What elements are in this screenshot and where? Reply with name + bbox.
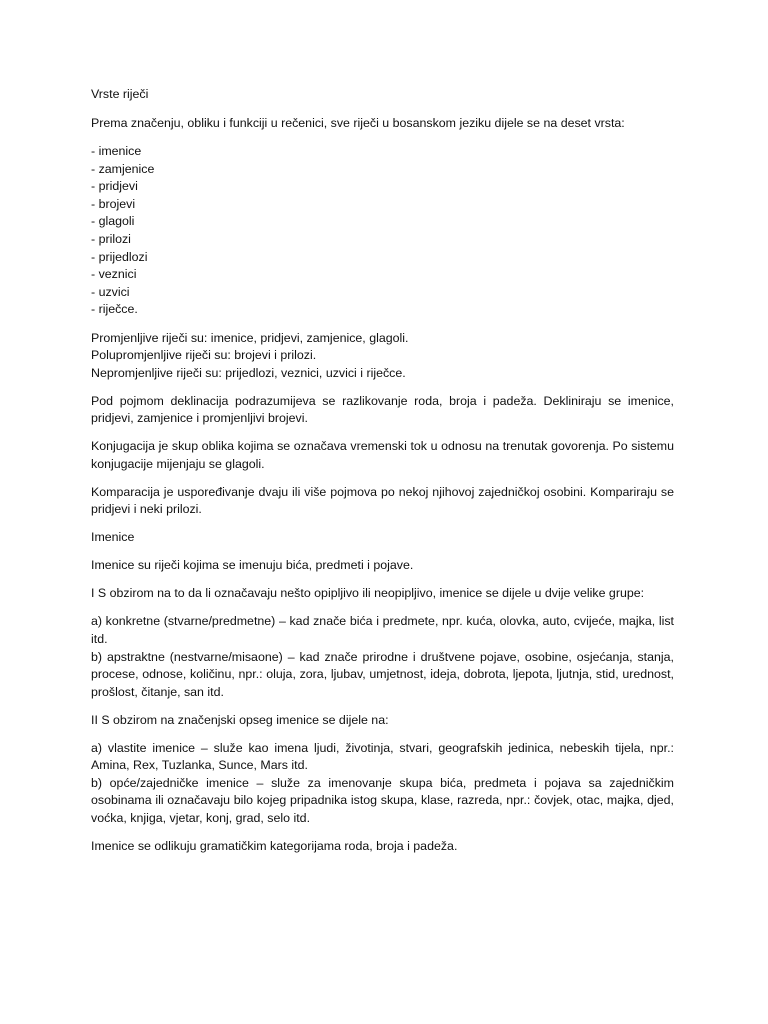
proper-nouns-item: a) vlastite imenice – služe kao imena ljudi, životinja, stvari, geografskih jedinica, nebeskih tijela, npr.: Amina, Rex, Tuzlanka, Sunce, Mars itd.	[91, 740, 674, 773]
nouns-heading: Imenice	[91, 530, 135, 545]
document-page	[91, 86, 674, 866]
list-item: - pridjevi	[91, 179, 138, 194]
nouns-definition-paragraph: Imenice su riječi kojima se imenuju bića, predmeti i pojave.	[91, 558, 414, 573]
changeable-line: Promjenljive riječi su: imenice, pridjevi, zamjenice, glagoli.	[91, 330, 409, 345]
comparison-paragraph: Komparacija je uspoređivanje dvaju ili više pojmova po nekoj njihovoj zajedničkoj osobini. Kompariraju se pridjevi i neki prilozi.	[91, 484, 674, 517]
semi-changeable-line: Polupromjenljive riječi su: brojevi i prilozi.	[91, 348, 317, 363]
group1-paragraph	[91, 613, 674, 701]
group1-heading: I S obzirom na to da li označavaju nešto opipljivo ili neopipljivo, imenice se dijele u dvije velike grupe:	[91, 586, 645, 601]
list-item: - riječce.	[91, 302, 138, 317]
intro-paragraph: Prema značenju, obliku i funkciji u rečenici, sve riječi u bosanskom jeziku dijele se na deset vrsta:	[91, 115, 625, 130]
closing-paragraph: Imenice se odlikuju gramatičkim kategorijama roda, broja i padeža.	[91, 839, 458, 854]
group2-heading: II S obzirom na značenjski opseg imenice se dijele na:	[91, 712, 389, 727]
concrete-nouns-item: a) konkretne (stvarne/predmetne) – kad znače bića i predmete, npr. kuća, olovka, auto, cvijeće, majka, list itd.	[91, 614, 674, 646]
common-nouns-item: b) opće/zajedničke imenice – služe za imenovanje skupa bića, predmeta i pojava sa zajedničkim osobinama ili označavaju bilo kojeg pripadnika istog skupa, klase, razreda, npr.: čovjek, otac, majka, djed, voćka, knjiga, vjetar, konj, grad, selo itd.	[91, 775, 674, 826]
list-item: - prilozi	[91, 231, 131, 246]
list-item: - zamjenice	[91, 161, 155, 176]
changeability-paragraph	[91, 330, 674, 383]
list-item: - veznici	[91, 267, 137, 282]
conjugation-paragraph: Konjugacija je skup oblika kojima se označava vremenski tok u odnosu na trenutak govorenja. Po sistemu konjugacije mijenjaju se glagoli.	[91, 439, 674, 471]
list-item: - uzvici	[91, 284, 130, 299]
list-item: - brojevi	[91, 196, 136, 211]
abstract-nouns-item: b) apstraktne (nestvarne/misaone) – kad znače prirodne i društvene pojave, osobine, osjećanja, stanja, procese, odnose, količinu, npr.: oluja, zora, ljubav, umjetnost, ideja, dobrota, ljepota, ljutnja, stid, urednost, prošlost, čitanje, san itd.	[91, 649, 674, 699]
list-item: - prijedlozi	[91, 249, 148, 264]
list-item: - imenice	[91, 143, 142, 158]
declension-paragraph: Pod pojmom deklinacija podrazumijeva se razlikovanje roda, broja i padeža. Dekliniraju se imenice, pridjevi, zamjenice i promjenljivi brojevi.	[91, 393, 674, 426]
document-title: Vrste riječi	[91, 87, 149, 101]
word-types-list	[91, 143, 674, 319]
unchangeable-line: Nepromjenljive riječi su: prijedlozi, veznici, uzvici i riječce.	[91, 365, 406, 380]
group2-paragraph	[91, 740, 674, 828]
list-item: - glagoli	[91, 214, 135, 229]
